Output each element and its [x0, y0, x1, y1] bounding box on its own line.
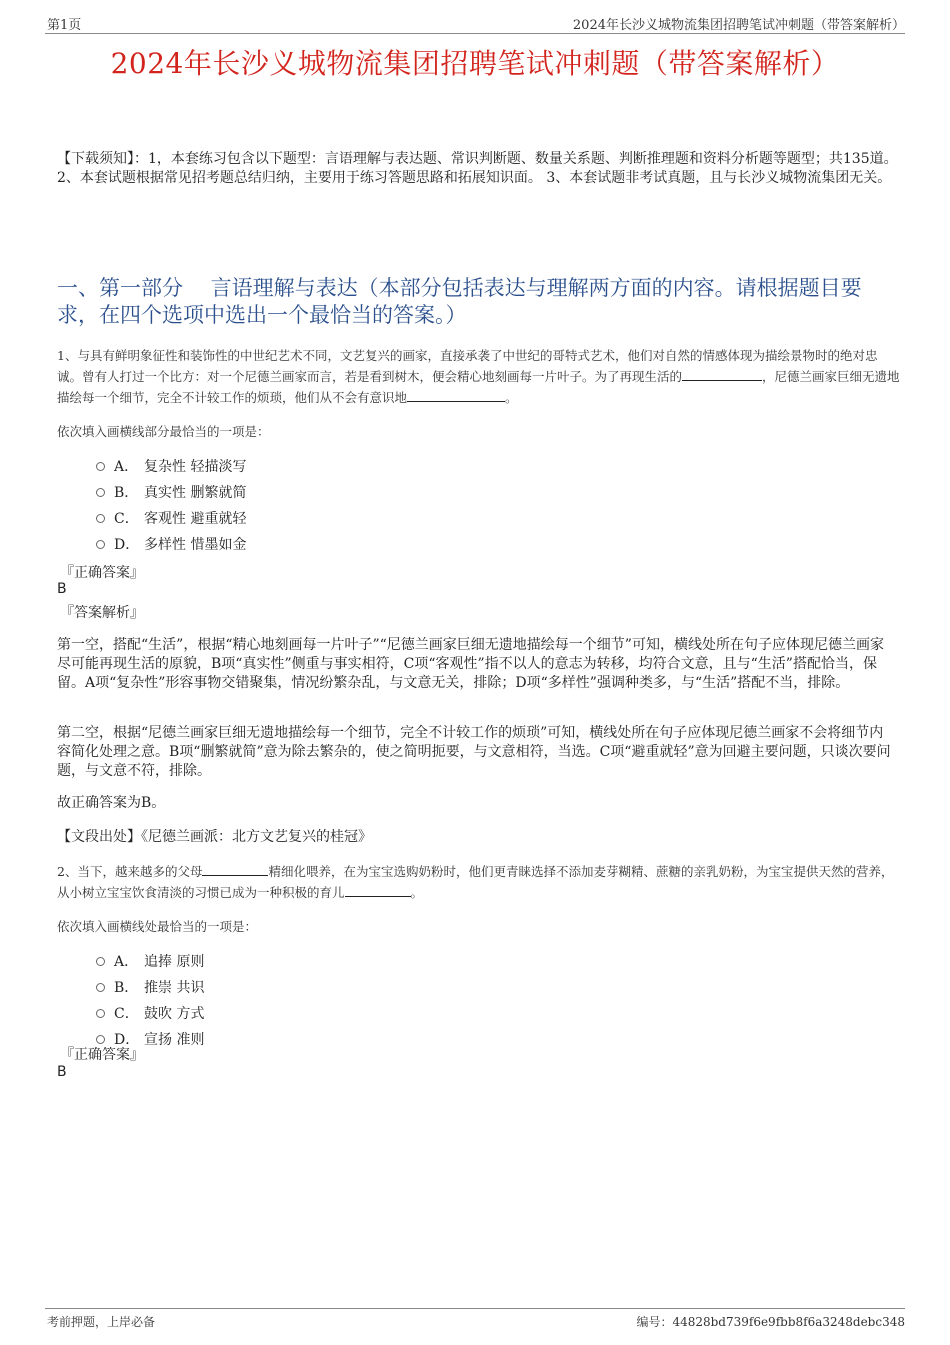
- question-2-prompt: 依次填入画横线处最恰当的一项是：: [57, 919, 258, 934]
- footer-rule: [45, 1308, 905, 1309]
- radio-icon[interactable]: [96, 957, 105, 966]
- question-1-text-part-2: ，尼德兰画家巨细无遗地描绘每一个细节，完全不计较工作的烦琐，他们从不会有意识地: [57, 369, 900, 405]
- question-1-prompt: 依次填入画横线部分最恰当的一项是：: [57, 424, 270, 439]
- option-text: 宣扬 准则: [144, 1032, 205, 1048]
- text-source: 【文段出处】《尼德兰画派：北方文艺复兴的桂冠》: [57, 829, 372, 845]
- option-text: 复杂性 轻描淡写: [144, 459, 247, 475]
- blank-line: [682, 366, 762, 381]
- question-1-option-a[interactable]: [96, 456, 246, 476]
- option-text: 鼓吹 方式: [144, 1006, 205, 1022]
- option-text: 多样性 惜墨如金: [144, 537, 247, 553]
- option-letter: C．: [114, 511, 139, 527]
- analysis-paragraph-1: 第一空，搭配“生活”，根据“精心地刻画每一片叶子”“尼德兰画家巨细无遗地描绘每一个细节”可知，横线处所在句子应体现尼德兰画家尽可能再现生活的原貌，B项“真实性”侧重与事实相符，C项“客观性”指不以人的意志为转移，均符合文意，且与“生活”搭配恰当，保留。A项“复杂性”形容事物交错聚集，情况纷繁杂乱，与文意无关，排除；D项“多样性”强调种类多，与“生活”搭配不当，排除。: [57, 637, 884, 691]
- option-text: 追捧 原则: [144, 954, 205, 970]
- option-text: 客观性 避重就轻: [144, 511, 247, 527]
- radio-icon[interactable]: [96, 462, 105, 471]
- question-2-text: [57, 861, 902, 903]
- blank-line: [407, 387, 505, 402]
- analysis-conclusion: 故正确答案为B。: [57, 795, 166, 811]
- footer-doc-id: 编号：44828bd739f6e9fbb8f6a3248debc348: [636, 1315, 905, 1329]
- radio-icon[interactable]: [96, 1035, 105, 1044]
- analysis-label: 『答案解析』: [60, 605, 144, 621]
- header-doc-title: 2024年长沙义城物流集团招聘笔试冲刺题（带答案解析）: [572, 18, 905, 33]
- option-letter: D．: [114, 537, 140, 553]
- question-1-option-d[interactable]: [96, 534, 246, 554]
- question-2-option-a[interactable]: [96, 951, 204, 971]
- question-1-text: [57, 345, 902, 408]
- answer-value: B: [57, 1064, 67, 1080]
- download-notice: 【下载须知】：1，本套练习包含以下题型：言语理解与表达题、常识判断题、数量关系题、判断推理题和资料分析题等题型；共135道。 2、本套试题根据常见招考题总结归纳，主要用于练习答题思路和拓展知识面。 3、本套试题非考试真题，且与长沙义城物流集团无关。: [57, 151, 898, 186]
- question-1-text-part-1: 1、与具有鲜明象征性和装饰性的中世纪艺术不同，文艺复兴的画家，直接承袭了中世纪的哥特式艺术，他们对自然的情感体现为描绘景物时的绝对忠诚。曾有人打过一个比方：对一个尼德兰画家而言，若是看到树木，便会精心地刻画每一片叶子。为了再现生活的: [57, 348, 878, 384]
- section-heading: 一、第一部分 言语理解与表达（本部分包括表达与理解两方面的内容。请根据题目要求，在四个选项中选出一个最恰当的答案。）: [57, 276, 862, 327]
- header-rule: [45, 33, 905, 34]
- question-1-option-b[interactable]: [96, 482, 246, 502]
- analysis-paragraph-2: 第二空，根据“尼德兰画家巨细无遗地描绘每一个细节，完全不计较工作的烦琐”可知，横线处所在句子应体现尼德兰画家不会将细节内容简化处理之意。B项“删繁就简”意为除去繁杂的，使之简明扼要，与文意相符，当选。C项“避重就轻”意为回避主要问题，只谈次要问题，与文意不符，排除。: [57, 725, 891, 779]
- option-text: 推崇 共识: [144, 980, 205, 996]
- option-letter: D．: [114, 1032, 140, 1048]
- radio-icon[interactable]: [96, 1009, 105, 1018]
- option-letter: A．: [114, 954, 139, 970]
- page-number: 第1页: [47, 18, 82, 33]
- question-2-text-part-3: 。: [410, 885, 424, 900]
- answer-label: 『正确答案』: [60, 1047, 144, 1063]
- question-1-text-part-3: 。: [505, 390, 518, 405]
- radio-icon[interactable]: [96, 983, 105, 992]
- question-1-option-c[interactable]: [96, 508, 246, 528]
- option-letter: C．: [114, 1006, 139, 1022]
- blank-line: [345, 882, 411, 897]
- answer-label: 『正确答案』: [60, 565, 144, 581]
- question-2-option-c[interactable]: [96, 1003, 204, 1023]
- option-letter: A．: [114, 459, 139, 475]
- footer-slogan: 考前押题，上岸必备: [47, 1315, 156, 1329]
- blank-line: [202, 861, 268, 876]
- question-2-text-part-1: 2、当下，越来越多的父母: [57, 864, 203, 879]
- option-text: 真实性 删繁就简: [144, 485, 247, 501]
- radio-icon[interactable]: [96, 488, 105, 497]
- option-letter: B．: [114, 980, 139, 996]
- radio-icon[interactable]: [96, 540, 105, 549]
- radio-icon[interactable]: [96, 514, 105, 523]
- answer-value: B: [57, 581, 67, 597]
- option-letter: B．: [114, 485, 139, 501]
- question-2-option-b[interactable]: [96, 977, 204, 997]
- page-title: 2024年长沙义城物流集团招聘笔试冲刺题（带答案解析）: [110, 47, 840, 80]
- question-2-text-part-2: 精细化喂养，在为宝宝选购奶粉时，他们更青睐选择不添加麦芽糊精、蔗糖的亲乳奶粉，为宝宝提供天然的营养，从小树立宝宝饮食清淡的习惯已成为一种积极的育儿: [57, 864, 894, 900]
